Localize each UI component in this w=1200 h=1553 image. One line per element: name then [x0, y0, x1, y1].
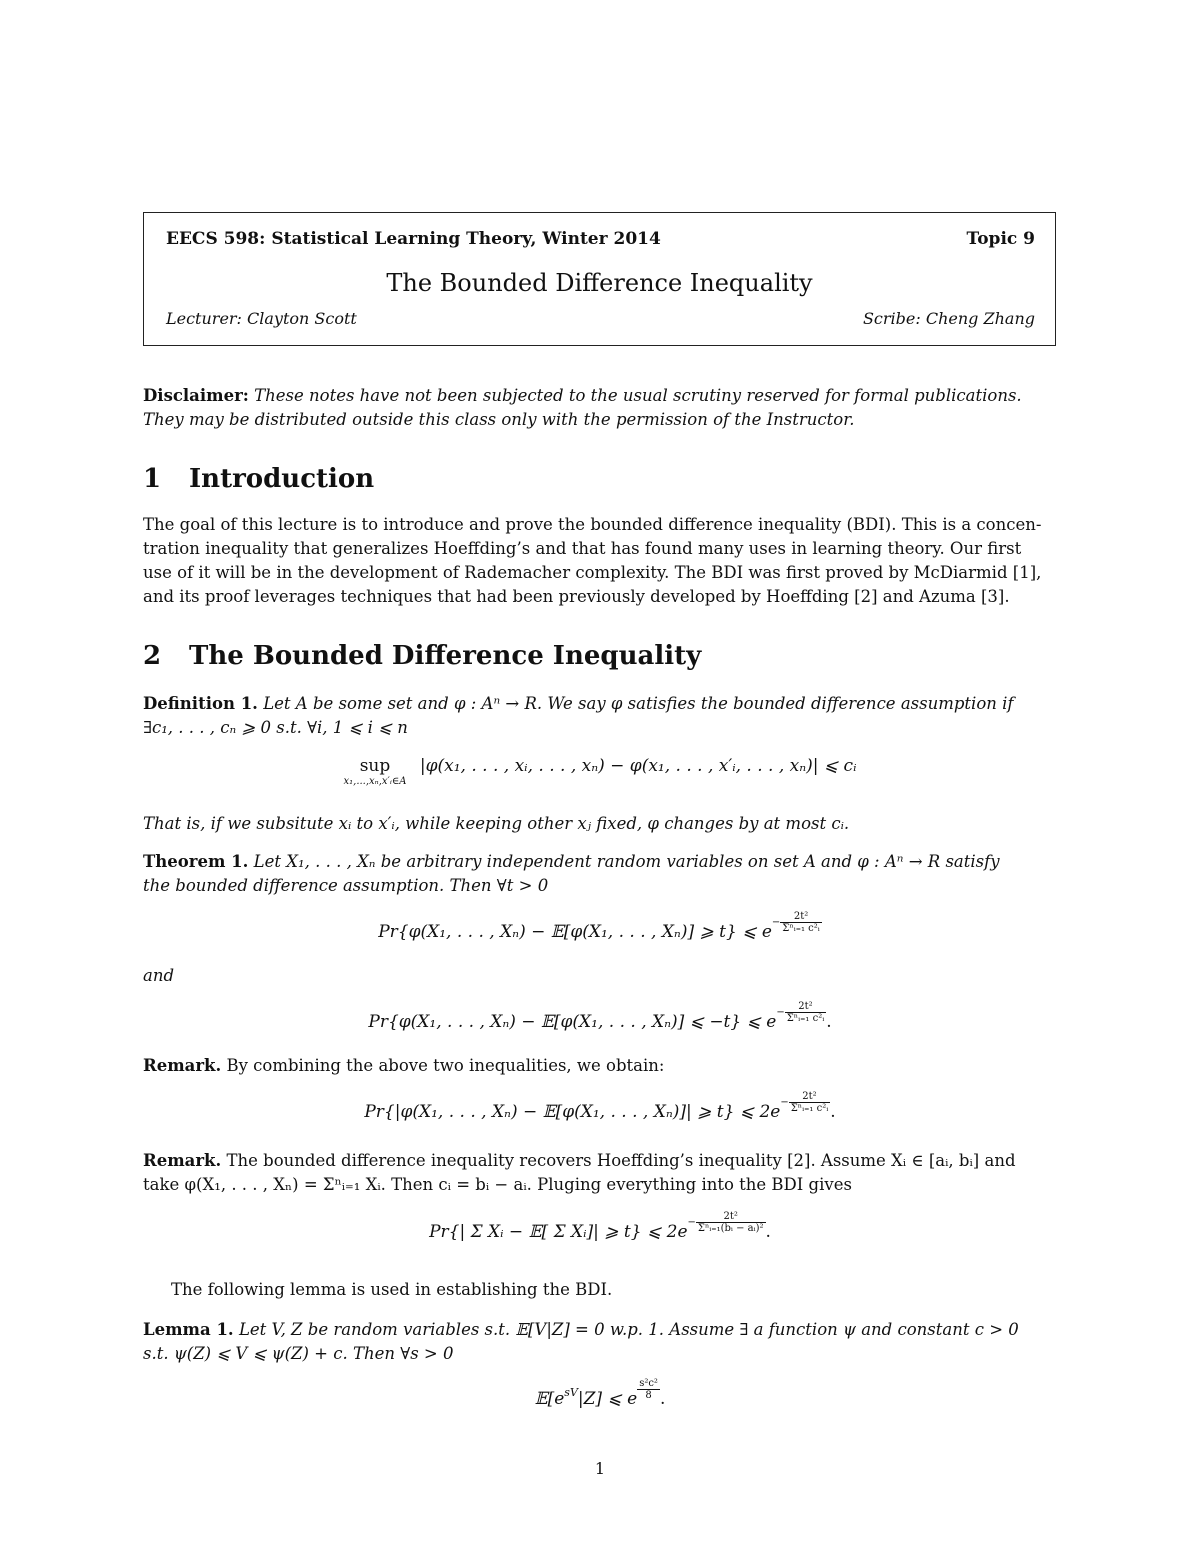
remark-1-exponent: − $\frac{\text{2t²}}{\text{Σⁿᵢ₌₁ c²ᵢ}}$ [780, 1091, 829, 1114]
theorem-equation-1 [0, 911, 1200, 946]
theorem-line-1: Let X₁, . . . , Xₙ be arbitrary independent random variables on set A and φ : Aⁿ → R satisfy [253, 852, 1000, 871]
disclaimer-line-2: They may be distributed outside this class only with the permission of the Instructor. [143, 410, 855, 429]
exp-numerator: 2t² [789, 1091, 831, 1103]
section-1-paragraph [143, 513, 1060, 609]
lecture-header-box [143, 212, 1056, 346]
exp-numerator: 2t² [696, 1211, 766, 1223]
theorem-equation-2: Pr{φ(X₁, . . . , Xₙ) − 𝔼[φ(X₁, . . . , Xₙ)] ⩽ −t} ⩽ e− $\frac{\text{2t²}}{\text{Σⁿᵢ₌₁ c²ᵢ}}$ . [368, 1001, 832, 1032]
exp-denominator: Σⁿᵢ₌₁ c²ᵢ [790, 1103, 829, 1114]
definition-explanation: That is, if we subsitute xᵢ to x′ᵢ, while keeping other xⱼ fixed, φ changes by at most cᵢ. [143, 814, 850, 833]
section-2-number: 2 [143, 641, 162, 671]
section-1-line: and its proof leverages techniques that had been previously developed by Hoeffding [2] and Azuma [3]. [143, 587, 1010, 606]
remark-1-eq-body: Pr{|φ(X₁, . . . , Xₙ) − 𝔼[φ(X₁, . . . , Xₙ)]| ⩾ t} ⩽ 2e [364, 1102, 781, 1122]
lemma-eq-sv: sV [564, 1386, 578, 1399]
definition-line-1: Let A be some set and φ : Aⁿ → R. We say φ satisfies the bounded difference assumption if [263, 694, 1014, 713]
sup-subscript: x₁,...,xₙ,x′ᵢ∈A [343, 776, 407, 787]
sup-word: sup [359, 756, 391, 776]
course-title: EECS 598: Statistical Learning Theory, Winter 2014 [166, 229, 661, 249]
theorem-eq1-body: Pr{φ(X₁, . . . , Xₙ) − 𝔼[φ(X₁, . . . , Xₙ)] ⩾ t} ⩽ e [378, 922, 772, 942]
theorem-and: and [143, 966, 175, 985]
section-1-line: tration inequality that generalizes Hoeffding’s and that has found many uses in learning theory. Our first [143, 539, 1022, 558]
exp-numerator: 2t² [785, 1001, 827, 1013]
lemma-eq-start: 𝔼[e [534, 1389, 565, 1409]
remark-2-line-2: take φ(X₁, . . . , Xₙ) = Σⁿᵢ₌₁ Xᵢ. Then cᵢ = bᵢ − aᵢ. Pluging everything into the BDI gives [143, 1175, 852, 1194]
lemma-exponent [637, 1378, 660, 1401]
definition-difference: |φ(x₁, . . . , xᵢ, . . . , xₙ) − φ(x₁, . . . , x′ᵢ, . . . , xₙ)| ⩽ cᵢ [419, 756, 857, 776]
remark-2-equation: Pr{| Σ Xᵢ − 𝔼[ Σ Xᵢ]| ⩾ t} ⩽ 2e− $\frac{\text{2t²}}{\text{Σⁿᵢ₌₁(bᵢ − aᵢ)²}}$ . [429, 1211, 771, 1242]
lemma-1 [143, 1318, 1060, 1366]
lemma-label: Lemma 1. [143, 1320, 234, 1339]
remark-1-label: Remark. [143, 1056, 222, 1075]
definition-formula [0, 756, 1200, 788]
remark-1-text: By combining the above two inequalities, we obtain: [226, 1056, 665, 1075]
remark-1-equation: Pr{|φ(X₁, . . . , Xₙ) − 𝔼[φ(X₁, . . . , Xₙ)]| ⩾ t} ⩽ 2e− $\frac{\text{2t²}}{\text{Σⁿᵢ₌₁ c²ᵢ}}$ . [364, 1091, 836, 1122]
exp-denominator: Σⁿᵢ₌₁ c²ᵢ [786, 1013, 825, 1024]
theorem-eq2-body: Pr{φ(X₁, . . . , Xₙ) − 𝔼[φ(X₁, . . . , Xₙ)] ⩽ −t} ⩽ e [368, 1012, 777, 1032]
remark-2-eq-body: Pr{| Σ Xᵢ − 𝔼[ Σ Xᵢ]| ⩾ t} ⩽ 2e [429, 1222, 688, 1242]
definition-label: Definition 1. [143, 694, 258, 713]
section-1-line: The goal of this lecture is to introduce and prove the bounded difference inequality (BDI). This is a concen- [143, 515, 1042, 534]
exp-numerator: s²c² [639, 1378, 658, 1389]
topic-number: Topic 9 [966, 229, 1035, 249]
definition-1 [143, 692, 1060, 740]
theorem-label: Theorem 1. [143, 852, 249, 871]
remark-2 [143, 1149, 1060, 1197]
exp-denominator: 8 [645, 1390, 652, 1401]
lemma-equation: $𝔼[e^{sV}|Z]$ ⩽ e $\frac{\text{s²c²}}{8}$ . [534, 1378, 666, 1409]
remark-2-exponent: − $\frac{\text{2t²}}{\text{Σⁿᵢ₌₁(bᵢ − aᵢ)²}}$ [687, 1211, 764, 1234]
section-1-number: 1 [143, 464, 162, 494]
remark-2-label: Remark. [143, 1151, 222, 1170]
section-2-title: The Bounded Difference Inequality [189, 641, 702, 671]
disclaimer [143, 384, 1060, 432]
lemma-line-2: s.t. ψ(Z) ⩽ V ⩽ ψ(Z) + c. Then ∀s > 0 [143, 1344, 454, 1363]
exp-denominator: Σⁿᵢ₌₁ c²ᵢ [782, 923, 820, 934]
disclaimer-line-1: These notes have not been subjected to the usual scrutiny reserved for formal publications. [254, 386, 1022, 405]
section-1-line: use of it will be in the development of Rademacher complexity. The BDI was first proved by McDiarmid [1], [143, 563, 1042, 582]
theorem-eq1-exponent: − $\frac{\text{2t²}}{\text{Σⁿᵢ₌₁ c²ᵢ}}$ [771, 911, 820, 934]
lemma-eq-rest: |Z] ⩽ e [577, 1389, 638, 1409]
theorem-eq2-exponent: − $\frac{\text{2t²}}{\text{Σⁿᵢ₌₁ c²ᵢ}}$ [776, 1001, 825, 1024]
theorem-1 [143, 850, 1060, 898]
section-2-heading [143, 641, 701, 671]
remark-2-line-1: The bounded difference inequality recovers Hoeffding’s inequality [2]. Assume Xᵢ ∈ [aᵢ, bᵢ] and [226, 1151, 1016, 1170]
sup-operator [344, 756, 407, 788]
exp-denominator: Σⁿᵢ₌₁(bᵢ − aᵢ)² [697, 1223, 764, 1234]
lecture-title: The Bounded Difference Inequality [386, 269, 813, 297]
remark-1 [143, 1054, 1060, 1078]
theorem-line-2: the bounded difference assumption. Then ∀t > 0 [143, 876, 549, 895]
section-1-heading [143, 464, 374, 494]
lemma-intro: The following lemma is used in establishing the BDI. [171, 1280, 613, 1299]
section-1-title: Introduction [189, 464, 375, 494]
page-number: 1 [594, 1459, 606, 1478]
disclaimer-label: Disclaimer: [143, 386, 249, 405]
scribe-name: Scribe: Cheng Zhang [862, 309, 1035, 328]
lecturer-name: Lecturer: Clayton Scott [166, 309, 357, 328]
exp-numerator: 2t² [780, 911, 822, 923]
lemma-line-1: Let V, Z be random variables s.t. 𝔼[V|Z] = 0 w.p. 1. Assume ∃ a function ψ and constant c > 0 [238, 1320, 1019, 1339]
definition-line-2: ∃c₁, . . . , cₙ ⩾ 0 s.t. ∀i, 1 ⩽ i ⩽ n [143, 718, 408, 737]
